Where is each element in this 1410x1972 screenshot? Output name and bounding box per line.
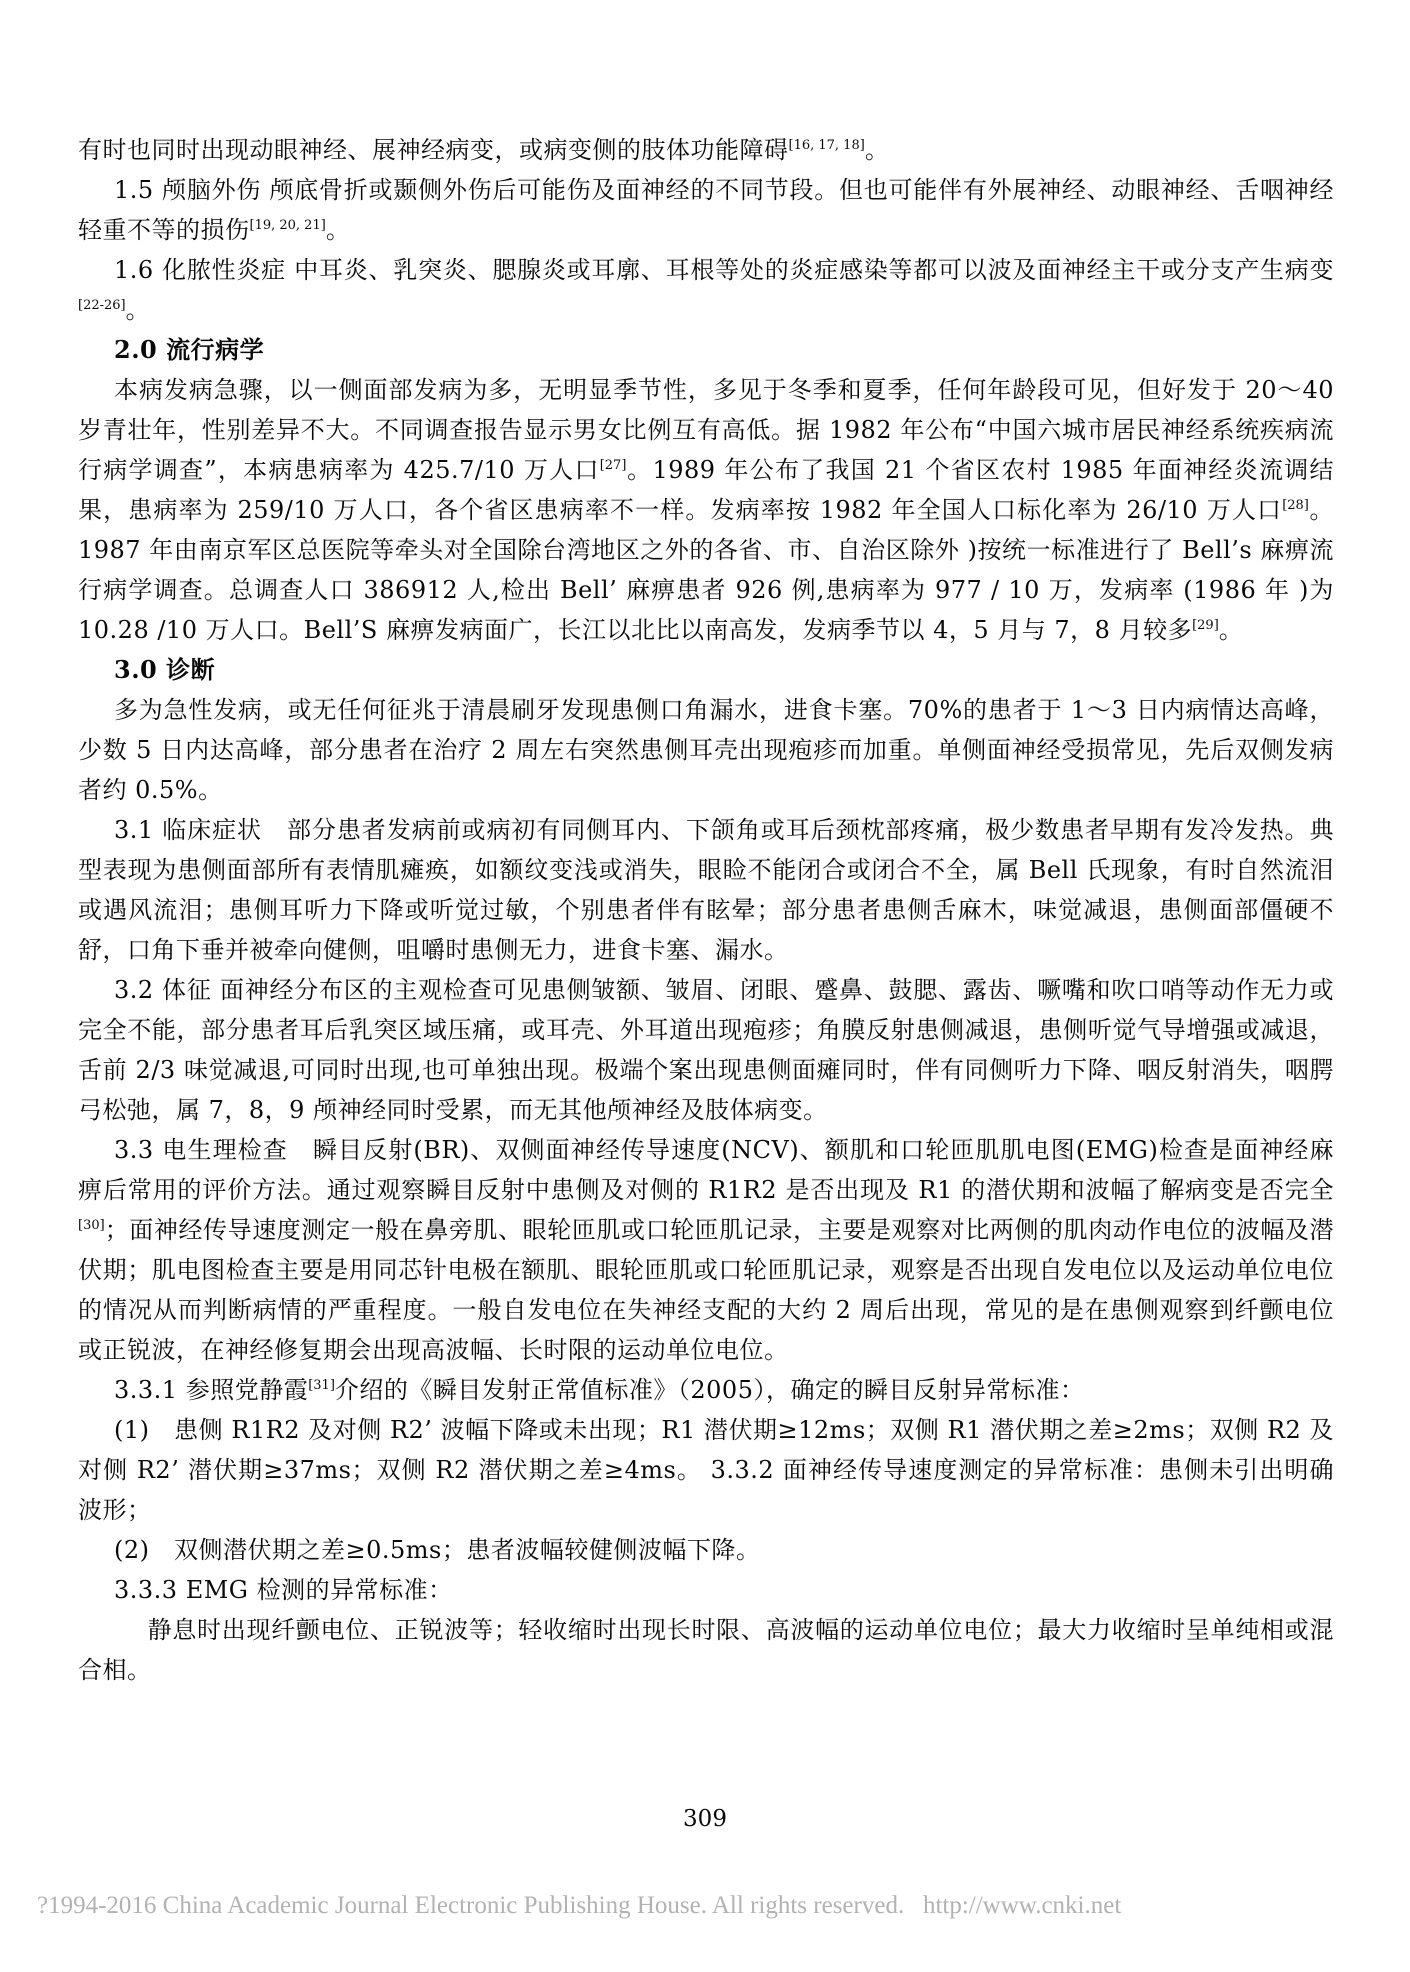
text-segment: 。	[864, 136, 890, 164]
para-1-5-craniocerebral-trauma	[78, 170, 1334, 250]
text-segment: 。1989 年公布了我国 21 个省区农村 1985 年面神经炎流调结果，患病率为 259/10 万人口，各个省区患病率不一样。发病率按 1982 年全国人口标化率为 26/10 万人口	[78, 456, 1334, 524]
text-segment: 静息时出现纤颤电位、正锐波等；轻收缩时出现长时限、高波幅的运动单位电位；最大力收缩时呈单纯相或混合相。	[78, 1616, 1334, 1684]
text-segment: 。1987 年由南京军区总医院等牵头对全国除台湾地区之外的各省、市、自治区除外 )按统一标准进行了 Bell’s 麻痹流行病学调查。总调查人口 386912 人,检出 Bell’ 麻痹患者 926 例,患病率为 977 / 10 万，发病率 (1986 年 )为 10.28 /10 万人口。Bell’S 麻痹发病面广，长江以北比以南高发，发病季节以 4，5 月与 7，8 月较多	[78, 496, 1334, 644]
text-segment: 2.0 流行病学	[114, 335, 265, 364]
reference-superscript: [31]	[308, 1378, 335, 1393]
text-segment: 。	[1218, 616, 1244, 644]
para-3-3-1-blink-reflex-standard	[78, 1370, 1334, 1410]
text-segment: 1.5 颅脑外伤 颅底骨折或颞侧外伤后可能伤及面神经的不同节段。但也可能伴有外展神经、动眼神经、舌咽神经轻重不等的损伤	[78, 176, 1334, 244]
heading-2-0-epidemiology	[78, 330, 1334, 370]
text-segment: 本病发病急骤，以一侧面部发病为多，无明显季节性，多见于冬季和夏季，任何年龄段可见，但好发于 20～40 岁青壮年，性别差异不大。不同调查报告显示男女比例互有高低。据 1982 年公布“中国六城市居民神经系统疾病流行病学调查”，本病患病率为 425.7/10 万人口	[78, 376, 1334, 484]
reference-superscript: [28]	[1282, 498, 1309, 513]
text-segment: 3.0 诊断	[114, 655, 216, 684]
text-segment: (2) 双侧潜伏期之差≥0.5ms；患者波幅较健侧波幅下降。	[114, 1536, 761, 1564]
text-segment: 3.3.1 参照党静霞	[114, 1376, 309, 1404]
reference-superscript: [29]	[1192, 618, 1219, 633]
reference-superscript: [19, 20, 21]	[249, 218, 326, 233]
para-criterion-2	[78, 1530, 1334, 1570]
reference-superscript: [22-26]	[78, 298, 126, 313]
text-segment: 有时也同时出现动眼神经、展神经病变，或病变侧的肢体功能障碍	[78, 136, 789, 164]
reference-superscript: [27]	[599, 458, 627, 473]
text-segment: 多为急性发病，或无任何征兆于清晨刷牙发现患侧口角漏水，进食卡塞。70%的患者于 1～3 日内病情达高峰，少数 5 日内达高峰，部分患者在治疗 2 周左右突然患侧耳壳出现疱疹而加重。单侧面神经受损常见，先后双侧发病者约 0.5%。	[78, 696, 1334, 804]
para-3-2-signs	[78, 970, 1334, 1130]
text-segment: 介绍的《瞬目发射正常值标准》（2005），确定的瞬目反射异常标准：	[334, 1376, 1085, 1404]
para-3-1-clinical-symptoms	[78, 810, 1334, 970]
text-segment: 3.3 电生理检查 瞬目反射(BR)、双侧面神经传导速度(NCV)、额肌和口轮匝肌肌电图(EMG)检查是面神经麻痹后常用的评价方法。通过观察瞬目反射中患侧及对侧的 R1R2 是否出现及 R1 的潜伏期和波幅了解病变是否完全	[78, 1136, 1334, 1204]
text-segment: 1.6 化脓性炎症 中耳炎、乳突炎、腮腺炎或耳廓、耳根等处的炎症感染等都可以波及面神经主干或分支产生病变	[114, 256, 1334, 284]
para-1-6-suppurative-inflammation	[78, 250, 1334, 330]
copyright-footer: ?1994-2016 China Academic Journal Electronic Publishing House. All rights reserved. http://www.cnki.net	[37, 1892, 1122, 1919]
para-diagnosis-onset	[78, 690, 1334, 810]
text-segment: 3.3.3 EMG 检测的异常标准：	[114, 1576, 453, 1604]
para-3-3-electrophysiology	[78, 1130, 1334, 1370]
para-criterion-1	[78, 1410, 1334, 1530]
para-3-3-3-emg-standard	[78, 1570, 1334, 1610]
text-segment: 3.1 临床症状 部分患者发病前或病初有同侧耳内、下颌角或耳后颈枕部疼痛，极少数患者早期有发冷发热。典型表现为患侧面部所有表情肌瘫痪，如额纹变浅或消失，眼睑不能闭合或闭合不全，属 Bell 氏现象，有时自然流泪或遇风流泪；患侧耳听力下降或听觉过敏，个别患者伴有眩晕；部分患者患侧舌麻木，味觉减退，患侧面部僵硬不舒，口角下垂并被牵向健侧，咀嚼时患侧无力，进食卡塞、漏水。	[78, 816, 1334, 964]
reference-superscript: [16, 17, 18]	[788, 138, 865, 153]
reference-superscript: [30]	[78, 1218, 105, 1233]
heading-3-0-diagnosis	[78, 650, 1334, 690]
text-segment: 3.2 体征 面神经分布区的主观检查可见患侧皱额、皱眉、闭眼、蹙鼻、鼓腮、露齿、噘嘴和吹口哨等动作无力或完全不能，部分患者耳后乳突区域压痛，或耳壳、外耳道出现疱疹；角膜反射患侧减退，患侧听觉气导增强或减退，舌前 2/3 味觉减退,可同时出现,也可单独出现。极端个案出现患侧面瘫同时，伴有同侧听力下降、咽反射消失，咽腭弓松弛，属 7，8，9 颅神经同时受累，而无其他颅神经及肢体病变。	[78, 976, 1334, 1124]
para-continuation-nerve-lesions	[78, 130, 1334, 170]
text-segment: (1) 患侧 R1R2 及对侧 R2’ 波幅下降或未出现；R1 潜伏期≥12ms；双侧 R1 潜伏期之差≥2ms；双侧 R2 及对侧 R2’ 潜伏期≥37ms；双侧 R2 潜伏期之差≥4ms。 3.3.2 面神经传导速度测定的异常标准：患侧未引出明确波形；	[78, 1416, 1334, 1524]
page-number: 309	[683, 1806, 727, 1832]
text-segment: 。	[325, 216, 351, 244]
text-segment: ；面神经传导速度测定一般在鼻旁肌、眼轮匝肌或口轮匝肌记录，主要是观察对比两侧的肌肉动作电位的波幅及潜伏期；肌电图检查主要是用同芯针电极在额肌、眼轮匝肌或口轮匝肌记录，观察是否出现自发电位以及运动单位电位的情况从而判断病情的严重程度。一般自发电位在失神经支配的大约 2 周后出现，常见的是在患侧观察到纤颤电位或正锐波，在神经修复期会出现高波幅、长时限的运动单位电位。	[78, 1216, 1334, 1364]
para-epidemiology-body	[78, 370, 1334, 650]
para-emg-findings	[78, 1610, 1334, 1690]
document-body	[78, 130, 1334, 1690]
text-segment: 。	[125, 296, 151, 324]
